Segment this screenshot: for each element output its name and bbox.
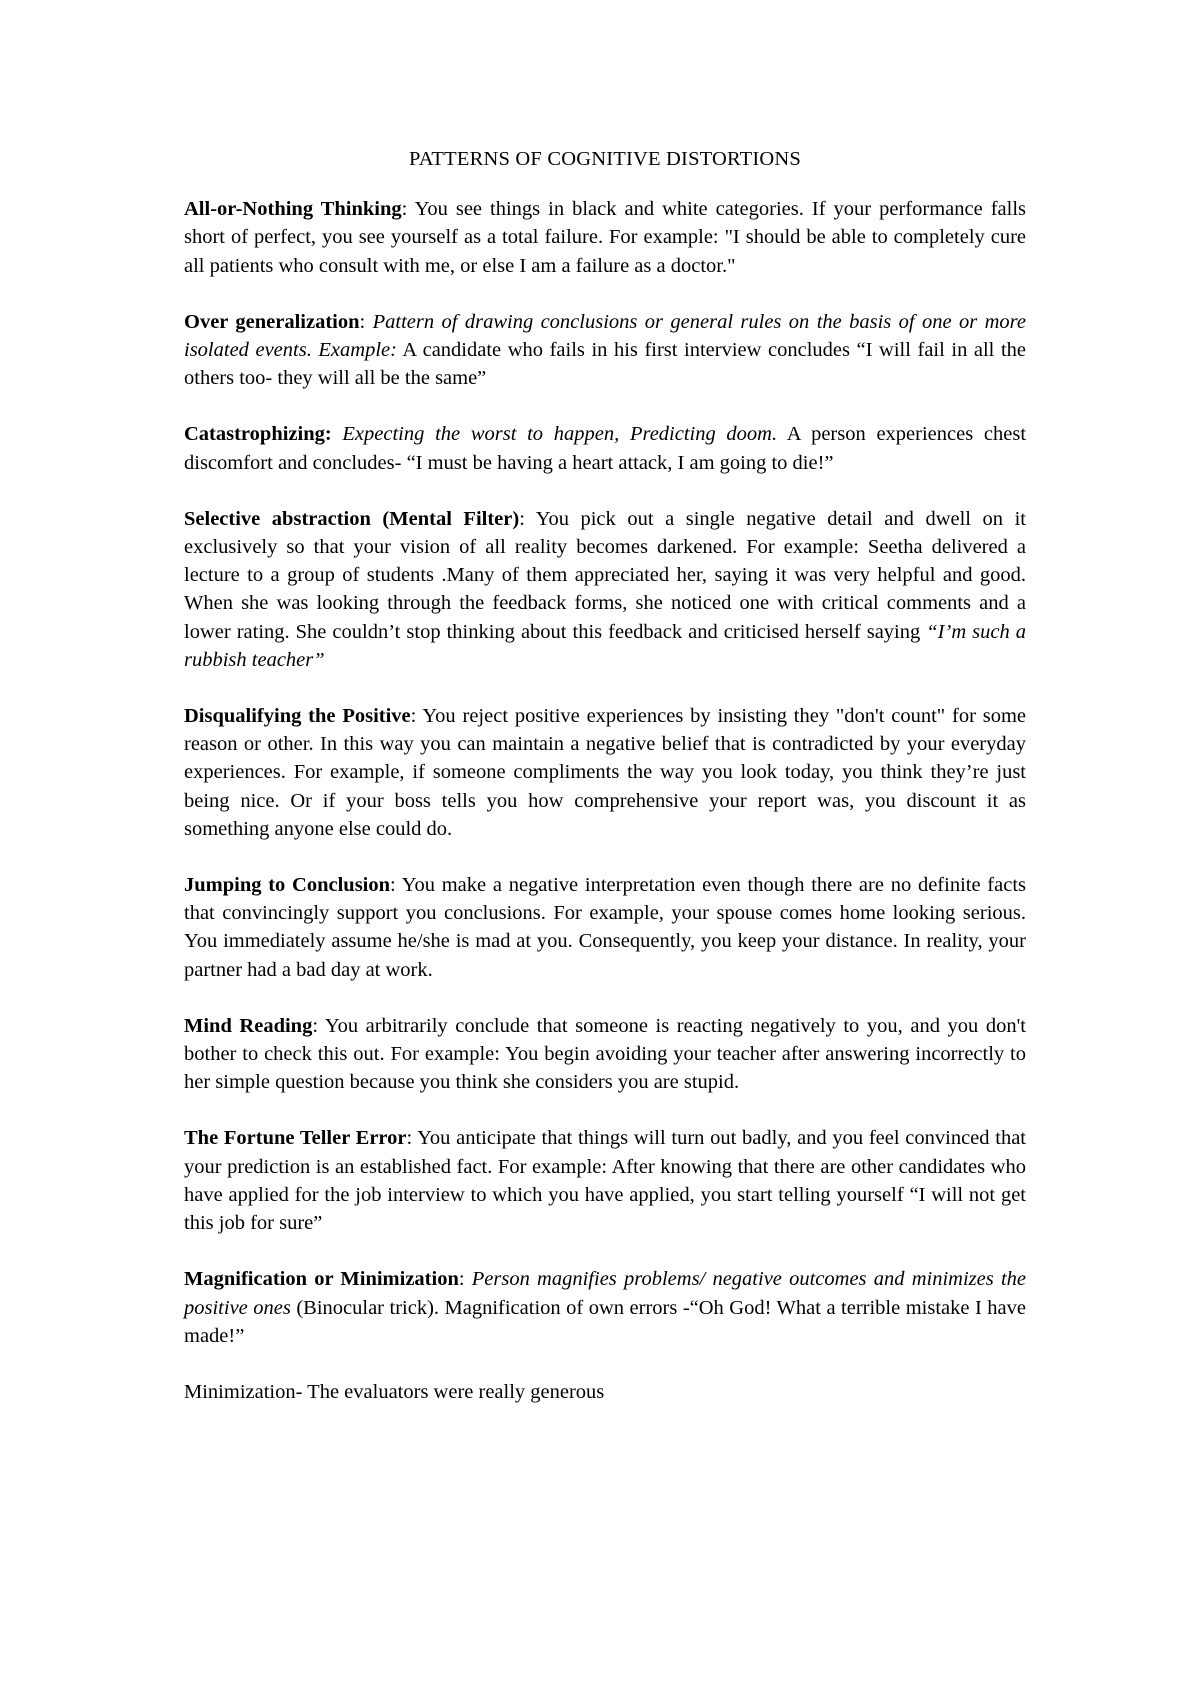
section-separator: : (359, 310, 373, 333)
section-jumping-to-conclusion (184, 871, 1026, 984)
section-italic-text: Expecting the worst to happen, Predicting doom. (342, 423, 778, 446)
section-all-or-nothing-thinking (184, 195, 1026, 280)
section-term: Jumping to Conclusion (184, 874, 391, 897)
section-term: Selective abstraction (Mental Filter) (184, 507, 520, 530)
section-mind-reading (184, 1012, 1026, 1097)
section-term: Catastrophizing: (184, 423, 332, 446)
section-text: You arbitrarily conclude that someone is reacting negatively to you, and you don't bother to check this out. For example: You begin avoiding your teacher after answering incorrectly to her simple question because you think she considers you are stupid. (184, 1014, 1026, 1094)
section-term: Mind Reading (184, 1014, 313, 1037)
section-italic-text: Person magnifies problems/ negative outcomes and minimizes the positive ones (184, 1268, 1026, 1319)
section-separator: : (312, 1014, 325, 1037)
section-separator: : (458, 1268, 472, 1291)
section-text: You make a negative interpretation even though there are no definite facts that convincingly support you conclusions. For example, your spouse comes home looking serious. You immediately assume he/she is mad at you. Consequently, you keep your distance. In reality, your partner had a bad day at work. (184, 874, 1027, 981)
section-italic-text: Pattern of drawing conclusions or general rules on the basis of one or more isolated events. Example: (184, 310, 1026, 362)
section-disqualifying-the-positive (184, 702, 1026, 843)
section-separator: : (390, 874, 402, 897)
section-italic-quote: “I’m such a rubbish teacher” (184, 620, 1026, 671)
minimization-example: Minimization- The evaluators were really generous (184, 1380, 605, 1403)
page-title: PATTERNS OF COGNITIVE DISTORTIONS (408, 148, 802, 170)
section-text: A person experiences chest discomfort and concludes- “I must be having a heart attack, I am going to die!” (184, 423, 1027, 474)
section-term: All-or-Nothing Thinking (184, 198, 402, 221)
section-separator: : (406, 1127, 418, 1150)
document-body (184, 145, 1026, 1406)
section-separator (332, 423, 343, 445)
section-separator: : (410, 705, 423, 728)
section-magnification-or-minimization (184, 1265, 1026, 1350)
section-catastrophizing (184, 420, 1026, 476)
section-separator: : (519, 507, 536, 530)
section-separator: : (401, 198, 415, 221)
section-term: Disqualifying the Positive (184, 705, 411, 728)
section-text: You see things in black and white categories. If your performance falls short of perfect, you see yourself as a total failure. For example: "I should be able to completely cure all patients who consult with me, or else I am a failure as a doctor." (184, 198, 1026, 277)
section-text: You anticipate that things will turn out badly, and you feel convinced that your prediction is an established fact. For example: After knowing that there are other candidates who have applied for the job interview to which you have applied, you start telling yourself “I will not get this job for sure” (184, 1127, 1026, 1235)
section-text: (Binocular trick). Magnification of own errors -“Oh God! What a terrible mistake I have made!” (184, 1296, 1026, 1347)
section-term: Over generalization (184, 310, 360, 333)
section-term: Magnification or Minimization (184, 1268, 459, 1291)
section-text: A candidate who fails in his first interview concludes “I will fail in all the others too- they will all be the same” (184, 339, 1026, 390)
section-selective-abstraction (184, 505, 1026, 674)
section-fortune-teller-error (184, 1124, 1026, 1237)
section-over-generalization (184, 308, 1026, 393)
section-text: You reject positive experiences by insisting they "don't count" for some reason or other. In this way you can maintain a negative belief that is contradicted by your everyday experiences. For example, if someone compliments the way you look today, you think they’re just being nice. Or if your boss tells you how comprehensive your report was, you discount it as something anyone else could do. (184, 705, 1026, 840)
section-text: You pick out a single negative detail and dwell on it exclusively so that your vision of all reality becomes darkened. For example: Seetha delivered a lecture to a group of students .Many of them appreciated her, saying it was very helpful and good. When she was looking through the feedback forms, she noticed one with critical comments and a lower rating. She couldn’t stop thinking about this feedback and criticised herself saying (184, 507, 1026, 643)
section-term: The Fortune Teller Error (184, 1127, 407, 1150)
